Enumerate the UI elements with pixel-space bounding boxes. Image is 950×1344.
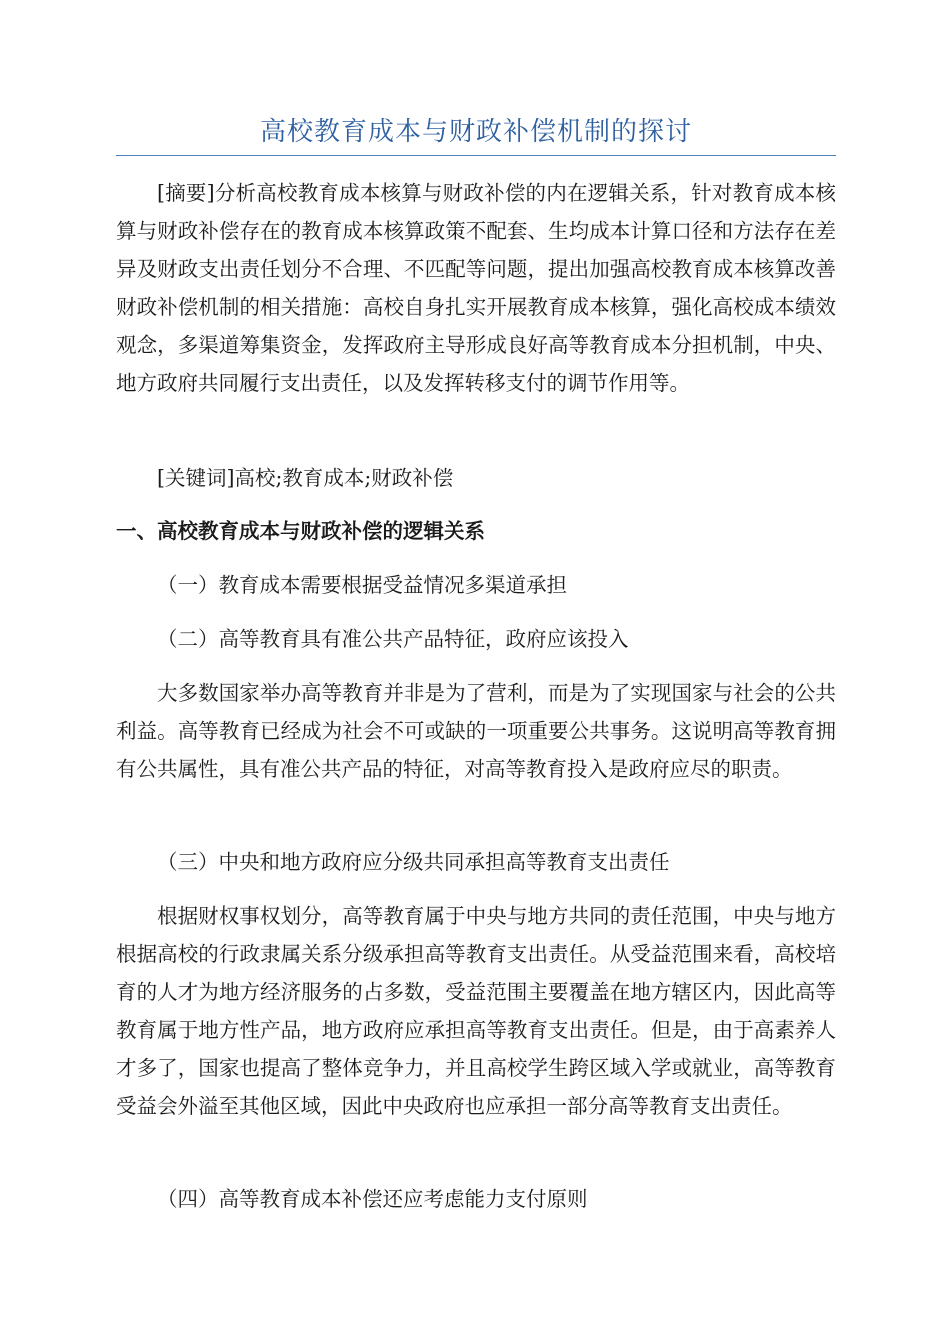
section-heading-1: 一、高校教育成本与财政补偿的逻辑关系 bbox=[116, 519, 485, 543]
subsection-heading-3: （三）中央和地方政府应分级共同承担高等教育支出责任 bbox=[157, 850, 670, 874]
title-underline bbox=[116, 155, 836, 156]
document-title: 高校教育成本与财政补偿机制的探讨 bbox=[259, 117, 692, 147]
paragraph-responsibility: 根据财权事权划分，高等教育属于中央与地方共同的责任范围，中央与地方根据高校的行政隶属关系分级承担高等教育支出责任。从受益范围来看，高校培育的人才为地方经济服务的占多数，受益范围主要覆盖在地方辖区内，因此高等教育属于地方性产品，地方政府应承担高等教育支出责任。但是，由于高素养人才多了，国家也提高了整体竞争力，并且高校学生跨区域入学或就业，高等教育受益会外溢至其他区域，因此中央政府也应承担一部分高等教育支出责任。 bbox=[116, 904, 836, 1118]
paragraph-public-goods: 大多数国家举办高等教育并非是为了营利，而是为了实现国家与社会的公共利益。高等教育已经成为社会不可或缺的一项重要公共事务。这说明高等教育拥有公共属性，具有准公共产品的特征，对高等教育投入是政府应尽的职责。 bbox=[116, 681, 836, 781]
subsection-heading-4: （四）高等教育成本补偿还应考虑能力支付原则 bbox=[157, 1187, 588, 1211]
subsection-heading-1: （一）教育成本需要根据受益情况多渠道承担 bbox=[157, 573, 567, 597]
abstract-paragraph: [摘要]分析高校教育成本核算与财政补偿的内在逻辑关系，针对教育成本核算与财政补偿存在的教育成本核算政策不配套、生均成本计算口径和方法存在差异及财政支出责任划分不合理、不匹配等问题，提出加强高校教育成本核算改善财政补偿机制的相关措施：高校自身扎实开展教育成本核算，强化高校成本绩效观念，多渠道筹集资金，发挥政府主导形成良好高等教育成本分担机制，中央、地方政府共同履行支出责任，以及发挥转移支付的调节作用等。 bbox=[116, 181, 836, 395]
keywords-line: [关键词]高校;教育成本;财政补偿 bbox=[157, 466, 454, 490]
subsection-heading-2: （二）高等教育具有准公共产品特征，政府应该投入 bbox=[157, 627, 629, 651]
